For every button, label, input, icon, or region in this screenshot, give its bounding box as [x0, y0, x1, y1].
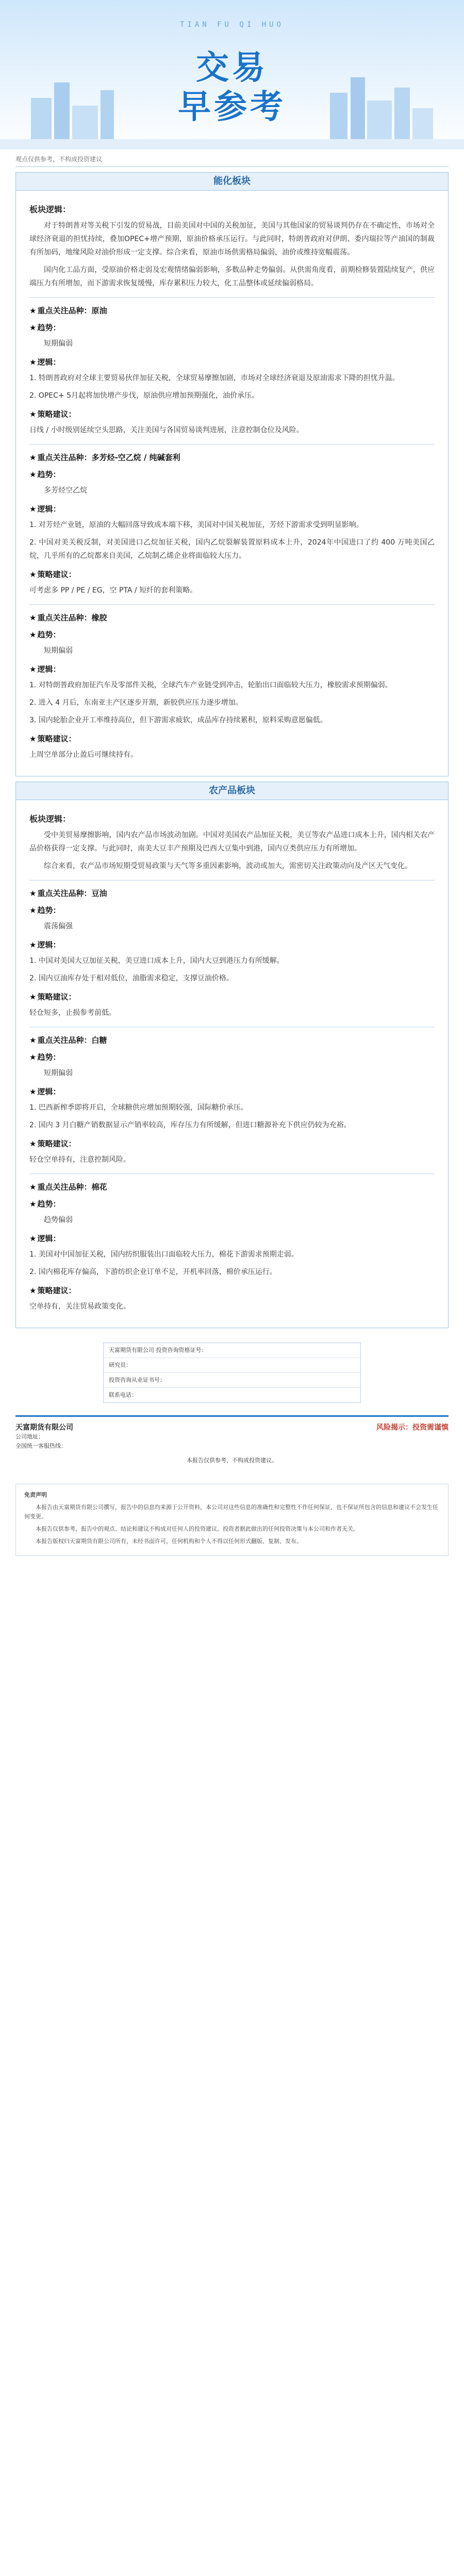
- focus-item-title: ★ 重点关注品种：白糖: [29, 1036, 107, 1045]
- logic-label: ★ 逻辑：: [29, 665, 61, 674]
- hero-banner: [0, 0, 464, 149]
- trend-value: 震荡偏强: [44, 922, 73, 930]
- star-icon: ★: [29, 665, 37, 674]
- advice-text: 上周空单部分止盈后可继续持有。: [29, 751, 138, 759]
- logic-point: 3. 国内轮胎企业开工率维持高位，但下游需求疲软，成品库存持续累积，原料采购意愿偏低。: [29, 716, 327, 724]
- trend-value: 短期偏弱: [44, 1069, 73, 1077]
- info-row: 联系电话：: [109, 1392, 137, 1398]
- divider: [29, 604, 435, 605]
- star-icon: ★: [29, 1053, 37, 1062]
- section-title: 能化板块: [16, 173, 448, 191]
- star-icon: ★: [29, 453, 37, 462]
- disclaimer-paragraph: 本报告版权归天富期货有限公司所有，未经书面许可，任何机构和个人不得以任何形式翻版、复制、发布。: [36, 1538, 302, 1545]
- star-icon: ★: [29, 889, 37, 898]
- footer-line: 全国统一客服热线：: [15, 1443, 67, 1449]
- advice-label: ★ 策略建议：: [29, 410, 76, 419]
- page-subtitle: 观点仅供参考，不构成投资建议: [15, 156, 103, 163]
- advice-text: 轻仓短多，止损参考前低。: [29, 1009, 116, 1017]
- star-icon: ★: [29, 734, 37, 743]
- star-icon: ★: [29, 306, 37, 315]
- focus-item-title: ★ 重点关注品种：棉花: [29, 1182, 107, 1192]
- trend-value: 多芳烃空乙烷: [44, 486, 87, 495]
- logic-paragraph: 受中美贸易摩擦影响，国内农产品市场波动加剧。中国对美国农产品加征关税，美豆等农产品进口成本上升，国内相关农产品价格获得一定支撑。与此同时，南美大豆丰产预期及巴西大豆集中到港，国内豆类供应压力有所增加。: [29, 831, 435, 853]
- logic-paragraph: 综合来看，农产品市场短期受贸易政策与天气等多重因素影响，波动或加大，需密切关注政策动向及产区天气变化。: [44, 862, 412, 870]
- hero-title-line2: 早参考: [178, 88, 286, 126]
- logic-point: 1. 巴西新榨季即将开启，全球糖供应增加预期较强，国际糖价承压。: [29, 1104, 248, 1112]
- advice-label: ★ 策略建议：: [29, 570, 76, 579]
- footer: [15, 1415, 449, 1479]
- star-icon: ★: [29, 1182, 37, 1192]
- star-icon: ★: [29, 1286, 37, 1295]
- logic-point: 2. 国内棉花库存偏高，下游纺织企业订单不足，开机率回落，棉价承压运行。: [29, 1268, 277, 1276]
- star-icon: ★: [29, 1139, 37, 1148]
- trend-label: ★ 趋势：: [29, 1053, 61, 1062]
- star-icon: ★: [29, 570, 37, 579]
- advice-text: 日线 / 小时级别延续空头思路，关注美国与各国贸易谈判进展，注意控制仓位及风险。: [29, 426, 304, 434]
- advice-label: ★ 策略建议：: [29, 734, 76, 743]
- focus-item-title: ★ 重点关注品种：原油: [29, 306, 107, 315]
- logic-label: ★ 逻辑：: [29, 1087, 61, 1096]
- disclaimer-paragraph: 本报告由天富期货有限公司撰写，报告中的信息均来源于公开资料，本公司对这些信息的准确性和完整性不作任何保证，也不保证所包含的信息和建议不会发生任何变更。: [24, 1504, 438, 1520]
- logic-point: 2. OPEC+ 5月起将加快增产步伐，原油供应增加预期强化，油价承压。: [29, 392, 259, 400]
- star-icon: ★: [29, 358, 37, 367]
- footer-line: 公司地址：: [15, 1433, 44, 1440]
- disclaimer: [15, 1484, 449, 1556]
- trend-label: ★ 趋势：: [29, 470, 61, 479]
- star-icon: ★: [29, 940, 37, 950]
- trend-label: ★ 趋势：: [29, 323, 61, 332]
- trend-label: ★ 趋势：: [29, 630, 61, 639]
- trend-value: 短期偏弱: [44, 647, 73, 655]
- star-icon: ★: [29, 504, 37, 514]
- logic-point: 2. 中国对美关税反制，对美国进口乙烷加征关税，国内乙烷裂解装置原料成本上升，2024年中国进口了约 400 万吨美国乙烷，几乎所有的乙烷都来自美国，乙烷制乙烯企业将面临较大压力。: [29, 538, 435, 560]
- trend-value: 趋势偏弱: [44, 1216, 73, 1224]
- logic-label: ★ 逻辑：: [29, 504, 61, 514]
- logic-heading: 板块逻辑：: [29, 814, 71, 824]
- advice-label: ★ 策略建议：: [29, 992, 76, 1002]
- hero-english-caption: TIAN FU QI HUO: [179, 21, 284, 29]
- star-icon: ★: [29, 470, 37, 479]
- info-row: 天富期货有限公司 投资咨询资格证号：: [104, 1343, 360, 1358]
- logic-point: 2. 国内 3 月白糖产销数据显示产销率较高，库存压力有所缓解，但进口糖源补充下供应仍较为充裕。: [29, 1121, 351, 1129]
- advice-text: 可考虑多 PP / PE / EG，空 PTA / 短纤的套利策略。: [29, 586, 197, 595]
- footer-note: 本报告仅供参考，不构成投资建议。: [187, 1457, 277, 1464]
- section-energy-chemical: [15, 172, 449, 776]
- star-icon: ★: [29, 410, 37, 419]
- star-icon: ★: [29, 1087, 37, 1096]
- trend-value: 短期偏弱: [44, 340, 73, 348]
- trend-label: ★ 趋势：: [29, 1199, 61, 1209]
- star-icon: ★: [29, 1036, 37, 1045]
- logic-label: ★ 逻辑：: [29, 358, 61, 367]
- section-agriculture: [15, 782, 449, 1328]
- hero-title-line1: 交易: [196, 49, 268, 87]
- logic-paragraph: 对于特朗普对等关税下引发的贸易战，目前美国对中国的关税加征，美国与其他国家的贸易谈判仍存在不确定性，市场对全球经济衰退的担忧持续，叠加OPEC+增产预期，原油价格承压运行。与此同时，特朗普政府对伊朗、委内瑞拉等产油国的制裁有所加码，地缘风险对油价形成一定支撑。综合来看，原油市场供需格局偏弱，油价或维持宽幅震荡。: [29, 222, 435, 257]
- logic-heading: 板块逻辑：: [29, 205, 71, 214]
- advice-text: 轻仓空单持有，注意控制风险。: [29, 1156, 130, 1164]
- info-row: 投资咨询从业证书号：: [104, 1373, 360, 1388]
- logic-point: 2. 国内豆油库存处于相对低位，油脂需求稳定，支撑豆油价格。: [29, 974, 234, 982]
- star-icon: ★: [29, 613, 37, 622]
- trend-label: ★ 趋势：: [29, 906, 61, 915]
- star-icon: ★: [29, 992, 37, 1002]
- logic-label: ★ 逻辑：: [29, 1234, 61, 1243]
- star-icon: ★: [29, 630, 37, 639]
- focus-item-title: ★ 重点关注品种：多芳烃-空乙烷 / 纯碱套利: [29, 453, 180, 462]
- divider: [29, 444, 435, 445]
- logic-point: 2. 进入 4 月后，东南亚主产区逐步开割，新胶供应压力逐步增加。: [29, 699, 243, 707]
- contact-info-table: [103, 1343, 361, 1403]
- logic-label: ★ 逻辑：: [29, 940, 61, 950]
- star-icon: ★: [29, 1199, 37, 1209]
- footer-company: 天富期货有限公司: [15, 1423, 73, 1432]
- logic-point: 1. 美国对中国加征关税，国内纺织服装出口面临较大压力，棉花下游需求预期走弱。: [29, 1250, 299, 1259]
- advice-label: ★ 策略建议：: [29, 1139, 76, 1148]
- disclaimer-title: 免责声明: [24, 1492, 47, 1498]
- advice-text: 空单持有，关注贸易政策变化。: [29, 1302, 130, 1311]
- logic-point: 1. 特朗普政府对全球主要贸易伙伴加征关税，全球贸易摩擦加剧，市场对全球经济衰退及原油需求下降的担忧升温。: [29, 374, 400, 382]
- focus-item-title: ★ 重点关注品种：橡胶: [29, 613, 107, 622]
- footer-slogan: 风险揭示：投资需谨慎: [376, 1423, 449, 1432]
- subtitle-divider: [15, 166, 449, 167]
- logic-point: 1. 中国对美国大豆加征关税，美豆进口成本上升，国内大豆到港压力有所缓解。: [29, 957, 284, 965]
- focus-item-title: ★ 重点关注品种：豆油: [29, 889, 107, 898]
- disclaimer-paragraph: 本报告仅供参考，报告中的观点、结论和建议不构成对任何人的投资建议。投资者据此做出的任何投资决策与本公司和作者无关。: [36, 1526, 359, 1532]
- star-icon: ★: [29, 323, 37, 332]
- advice-label: ★ 策略建议：: [29, 1286, 76, 1295]
- logic-point: 1. 对特朗普政府加征汽车及零部件关税，全球汽车产业链受到冲击，轮胎出口面临较大压力，橡胶需求预期偏弱。: [29, 681, 392, 689]
- star-icon: ★: [29, 1234, 37, 1243]
- divider: [29, 297, 435, 298]
- section-title: 农产品板块: [16, 782, 448, 800]
- logic-paragraph: 国内化工品方面，受原油价格走弱及宏观情绪偏弱影响，多数品种走势偏弱。从供需角度看，前期检修装置陆续复产，供应端压力有所增加，而下游需求恢复缓慢，库存累积压力较大，化工品整体或延续偏弱格局。: [29, 266, 435, 287]
- logic-point: 1. 对芳烃产业链，原油的大幅回落导致成本端下移，美国对中国关税加征，芳烃下游需求受到明显影响。: [29, 521, 363, 529]
- star-icon: ★: [29, 906, 37, 915]
- info-row: 研究员：: [104, 1358, 360, 1373]
